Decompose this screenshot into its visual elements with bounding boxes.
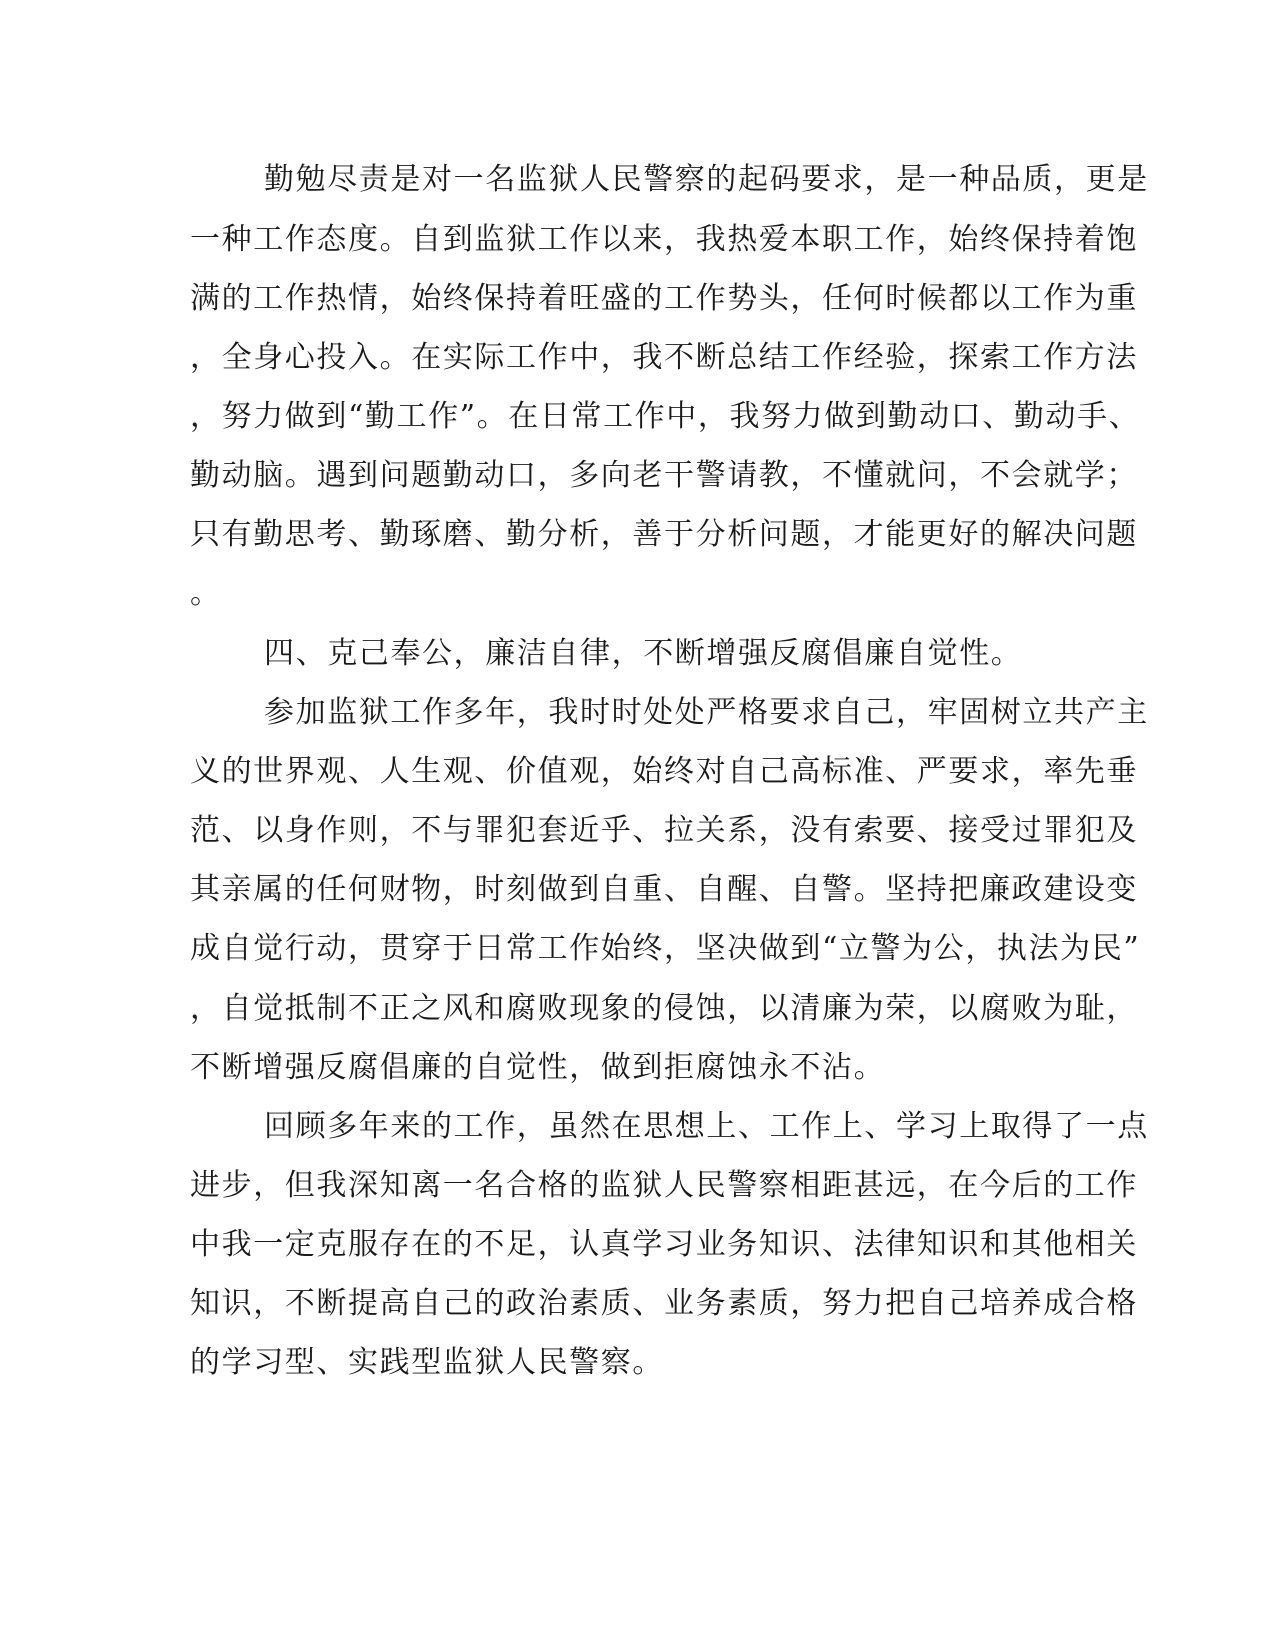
text-line: 勤动脑。遇到问题勤动口，多向老干警请教，不懂就问，不会就学； [190,458,1138,493]
text-line: 不断增强反腐倡廉的自觉性，做到拒腐蚀永不沾。 [190,1050,886,1085]
text-line: 知识，不断提高自己的政治素质、业务素质，努力把自己培养成合格 [190,1286,1138,1321]
section-heading: 四、克己奉公，廉洁自律，不断增强反腐倡廉自觉性。 [264,636,1023,671]
text-line: 的学习型、实践型监狱人民警察。 [190,1345,664,1380]
text-line: 勤勉尽责是对一名监狱人民警察的起码要求，是一种品质，更是 [264,162,1149,197]
text-line: ，全身心投入。在实际工作中，我不断总结工作经验，探索工作方法 [190,340,1138,375]
text-line: 范、以身作则，不与罪犯套近乎、拉关系，没有索要、接受过罪犯及 [190,813,1138,848]
text-line: 满的工作热情，始终保持着旺盛的工作势头，任何时候都以工作为重 [190,281,1138,316]
text-line: 只有勤思考、勤琢磨、勤分析，善于分析问题，才能更好的解决问题 [190,517,1138,552]
text-line: 进步，但我深知离一名合格的监狱人民警察相距甚远，在今后的工作 [190,1168,1138,1203]
text-line: 成自觉行动，贯穿于日常工作始终，坚决做到“立警为公，执法为民” [190,931,1141,966]
text-line: 。 [190,576,222,611]
text-line: 中我一定克服存在的不足，认真学习业务知识、法律知识和其他相关 [190,1227,1138,1262]
text-line: 一种工作态度。自到监狱工作以来，我热爱本职工作，始终保持着饱 [190,222,1138,257]
text-line: ，努力做到“勤工作”。在日常工作中，我努力做到勤动口、勤动手、 [190,399,1141,434]
text-line: 回顾多年来的工作，虽然在思想上、工作上、学习上取得了一点 [264,1109,1149,1144]
text-line: 义的世界观、人生观、价值观，始终对自己高标准、严要求，率先垂 [190,754,1138,789]
text-line: ，自觉抵制不正之风和腐败现象的侵蚀，以清廉为荣，以腐败为耻， [190,991,1138,1026]
text-line: 其亲属的任何财物，时刻做到自重、自醒、自警。坚持把廉政建设变 [190,872,1138,907]
text-line: 参加监狱工作多年，我时时处处严格要求自己，牢固树立共产主 [264,695,1149,730]
